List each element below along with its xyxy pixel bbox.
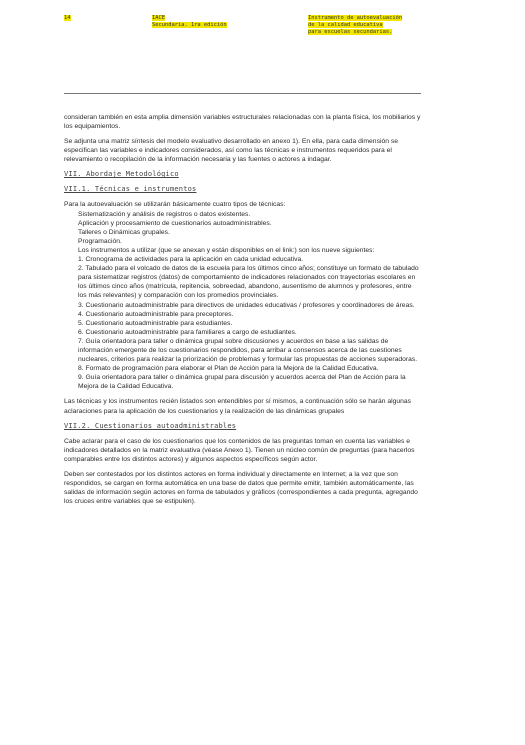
- list-item: 2. Tabulado para el volcado de datos de la escuela para los últimos cinco años; constituye un formato de tabulado para sistematizar registros (datos) de comportamiento de indicadores relacionados con trayectorias escolares en los últimos cinco años (matrícula, repitencia, sobreedad, abandono, ausentismo de alumnos y profesores, entre los más relevantes) y comparación con los promedios provinciales.: [78, 265, 419, 300]
- list-item: Sistematización y análisis de registros o datos existentes.: [78, 210, 251, 218]
- list-item: 8. Formato de programación para elaborar el Plan de Acción para la Mejora de la Calidad Educativa.: [78, 365, 379, 373]
- paragraph: Deben ser contestados por los distintos actores en forma individual y directamente en Internet; a la vez que son respondidos, se cargan en forma automática en una base de datos que permite emitir, también automáticamente, las salidas de información según actores en forma de tabulados y gráficos (correspondientes a cada pregunta, agregando los cruces entre variables que se estipulen).: [64, 470, 418, 506]
- list-item: 9. Guía orientadora para taller o dinámica grupal para discusión y acuerdos acerca del Plan de Acción para la Mejora de la Calidad Educativa.: [78, 374, 406, 391]
- paragraph: Las técnicas y los instrumentos recién listados son entendibles por sí mismos, a continuación sólo se harán algunas aclaraciones para la aplicación de los cuestionarios y la realización de las dinámicas grupales: [64, 398, 412, 415]
- list-item: Aplicación y procesamiento de cuestionarios autoadministrables.: [78, 219, 272, 227]
- page-number: 14: [64, 15, 71, 21]
- list-item: 1. Cronograma de actividades para la aplicación en cada unidad educativa.: [78, 256, 304, 264]
- header-document-title: Instrumento de autoevaluación de la calidad educativa para escuelas secundarias.: [308, 15, 403, 36]
- list-item: 7. Guía orientadora para taller o dinámica grupal sobre discusiones y acuerdos en base a las salidas de información emergente de los cuestionarios respondidos, para arribar a consensos acerca de las cuestiones nucleares, criterios para realizar la priorización de problemas y formular las propuestas de acciones superadoras.: [78, 337, 418, 364]
- document-body: [64, 113, 422, 512]
- list-item: Programación.: [78, 237, 122, 245]
- list-item: Talleres o Dinámicas grupales.: [78, 228, 170, 236]
- header-organization: IACE Secundaria. 1ra edición: [152, 15, 227, 29]
- list-item: 4. Cuestionario autoadministrable para preceptores.: [78, 310, 234, 318]
- paragraph: Se adjunta una matriz síntesis del modelo evaluativo desarrollado en anexo 1). En ella, para cada dimensión se especifican las variables e indicadores considerados, así como las técnicas e instrumentos requeridos para el relevamiento o recopilación de la información necesaria y las fuentes o actores a indagar.: [64, 138, 398, 164]
- instruments-intro: Los instrumentos a utilizar (que se anexan y están disponibles en el link:) son los nueve siguientes:: [78, 246, 375, 254]
- section-heading: VII. Abordaje Metodológico: [64, 170, 179, 179]
- list-item: 5. Cuestionario autoadministrable para estudiantes.: [78, 319, 233, 327]
- subsection-heading: VII.1. Técnicas e instrumentos: [64, 185, 197, 194]
- list-item: 6. Cuestionario autoadministrable para familiares a cargo de estudiantes.: [78, 328, 297, 336]
- subsection-heading: VII.2. Cuestionarios autoadministrables: [64, 421, 237, 430]
- paragraph: Cabe aclarar para el caso de los cuestionarios que los contenidos de las preguntas toman en cuenta las variables e indicadores detallados en la matriz evaluativa (véase Anexo 1). Tienen un núcleo común de preguntas (para hacerlos comparables entre los distintos actores) y algunos aspectos específicos según actor.: [64, 437, 415, 463]
- paragraph: consideran también en esta amplia dimensión variables estructurales relacionadas con la planta física, los mobiliarios y los equipamientos.: [64, 114, 421, 131]
- techniques-list: [64, 210, 422, 392]
- techniques-intro: Para la autoevaluación se utilizarán básicamente cuatro tipos de técnicas:: [64, 201, 286, 209]
- header-divider: [64, 93, 421, 94]
- list-item: 3. Cuestionario autoadministrable para directivos de unidades educativas / profesores y coordinadores de áreas.: [78, 301, 415, 309]
